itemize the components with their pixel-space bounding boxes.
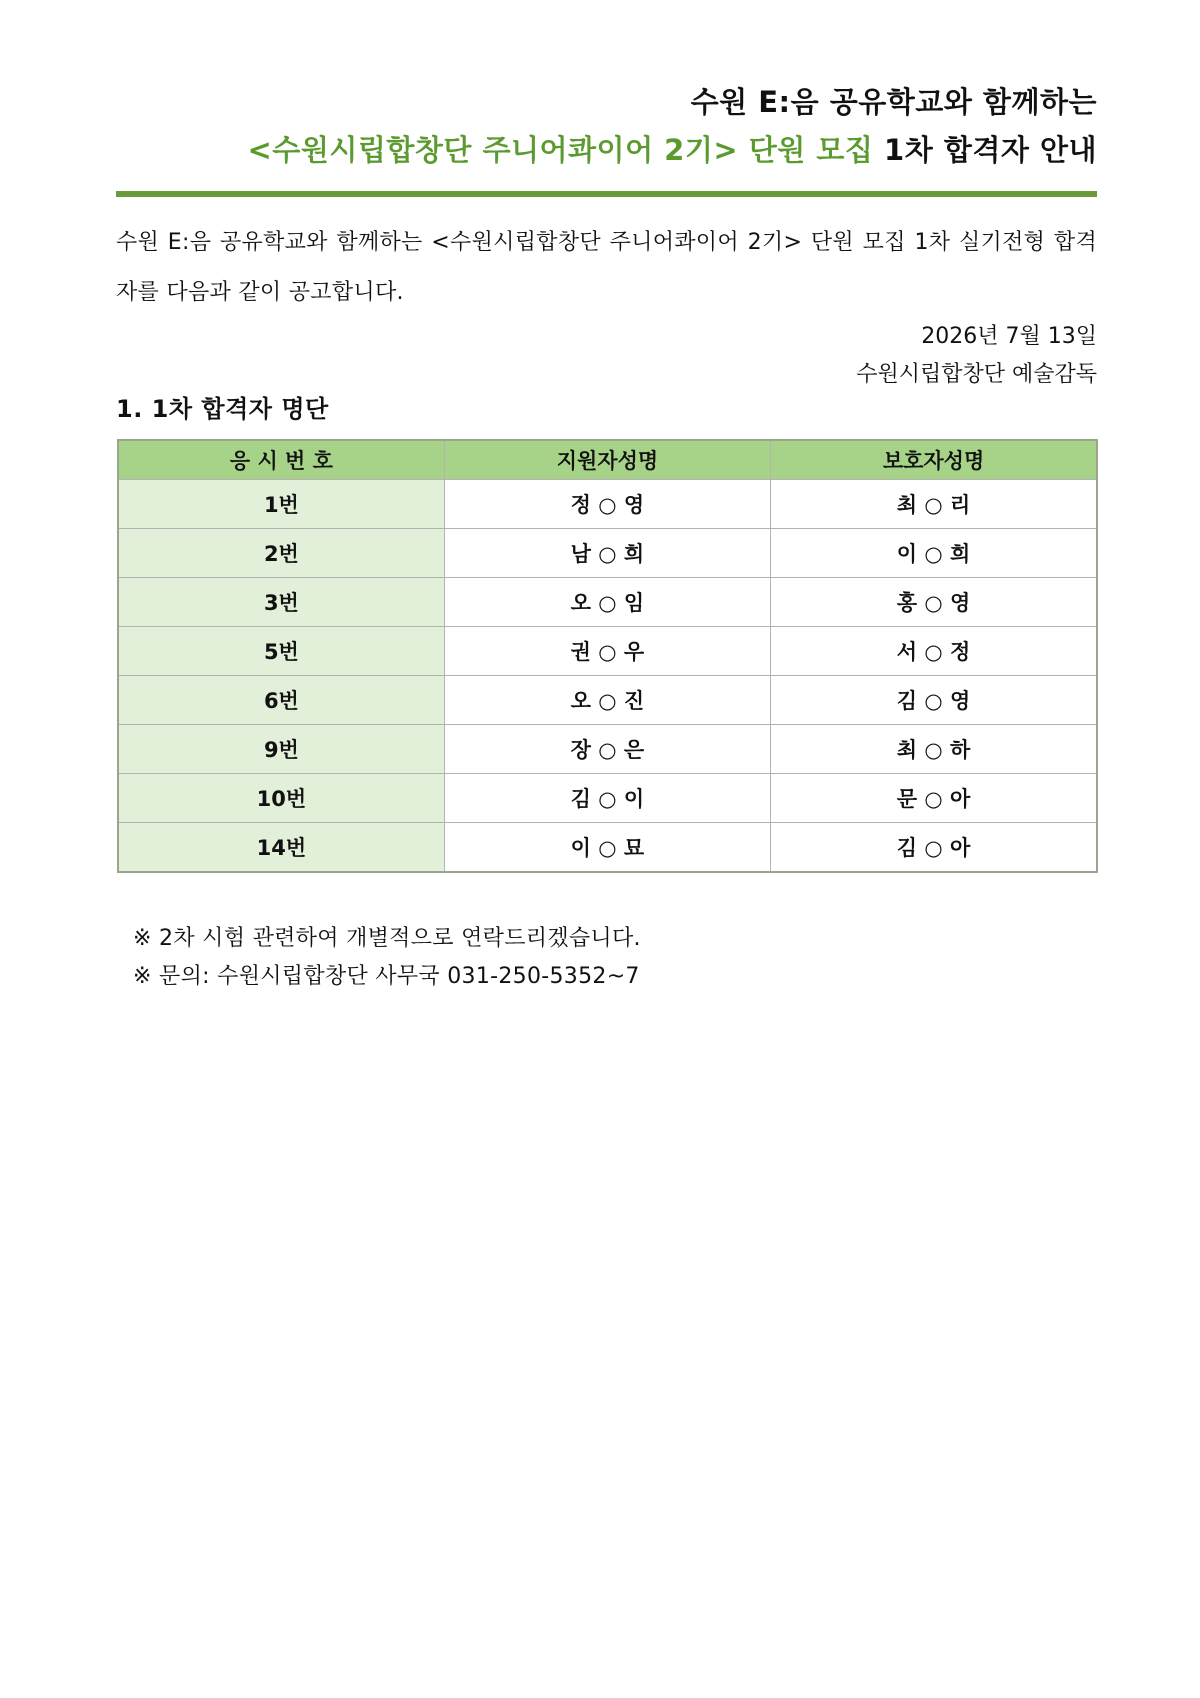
title-divider [116,191,1097,197]
table-row [118,480,1097,529]
notice-signature [856,318,1097,394]
guardian-name-cell: 홍 ○ 영 [771,578,1097,627]
table-row [118,529,1097,578]
note-inquiry-contact: ※ 문의: 수원시립합창단 사무국 031-250-5352~7 [133,964,640,989]
applicant-name-cell: 권 ○ 우 [444,627,770,676]
applicant-name-cell: 남 ○ 희 [444,529,770,578]
table-row [118,823,1097,873]
table-header-row [118,440,1097,480]
title-line-2 [248,126,1098,174]
guardian-name-cell: 문 ○ 아 [771,774,1097,823]
table-row [118,725,1097,774]
title-program-name: <수원시립합창단 주니어콰이어 2기> 단원 모집 [247,133,874,167]
exam-number-cell: 1번 [118,480,444,529]
exam-number-cell: 5번 [118,627,444,676]
passer-table [117,439,1098,873]
exam-number-cell: 3번 [118,578,444,627]
exam-number-cell: 2번 [118,529,444,578]
notice-date: 2026년 7월 13일 [921,324,1097,349]
applicant-name-cell: 오 ○ 임 [444,578,770,627]
guardian-name-cell: 이 ○ 희 [771,529,1097,578]
table-row [118,676,1097,725]
applicant-name-cell: 장 ○ 은 [444,725,770,774]
exam-number-cell: 9번 [118,725,444,774]
title-line-1: 수원 E:음 공유학교와 함께하는 [690,85,1097,119]
intro-paragraph: 수원 E:음 공유학교와 함께하는 <수원시립합창단 주니어콰이어 2기> 단원 모집 1차 실기전형 합격자를 다음과 같이 공고합니다. [116,230,1097,305]
document-title [248,78,1098,174]
guardian-name-cell: 김 ○ 영 [771,676,1097,725]
guardian-name-cell: 김 ○ 아 [771,823,1097,873]
exam-number-cell: 6번 [118,676,444,725]
title-result-label: 1차 합격자 안내 [884,133,1097,167]
notice-issuer: 수원시립합창단 예술감독 [856,362,1097,387]
notes-section [133,920,641,996]
guardian-name-cell: 서 ○ 정 [771,627,1097,676]
note-contact-schedule: ※ 2차 시험 관련하여 개별적으로 연락드리겠습니다. [133,926,641,951]
applicant-name-cell: 오 ○ 진 [444,676,770,725]
applicant-name-cell: 정 ○ 영 [444,480,770,529]
header-applicant-name: 지원자성명 [444,440,770,480]
header-guardian-name: 보호자성명 [771,440,1097,480]
section-title: 1. 1차 합격자 명단 [116,395,329,423]
table-row [118,627,1097,676]
applicant-name-cell: 김 ○ 이 [444,774,770,823]
table-row [118,774,1097,823]
table-row [118,578,1097,627]
exam-number-cell: 10번 [118,774,444,823]
guardian-name-cell: 최 ○ 하 [771,725,1097,774]
header-exam-number: 응 시 번 호 [118,440,444,480]
exam-number-cell: 14번 [118,823,444,873]
guardian-name-cell: 최 ○ 리 [771,480,1097,529]
applicant-name-cell: 이 ○ 묘 [444,823,770,873]
